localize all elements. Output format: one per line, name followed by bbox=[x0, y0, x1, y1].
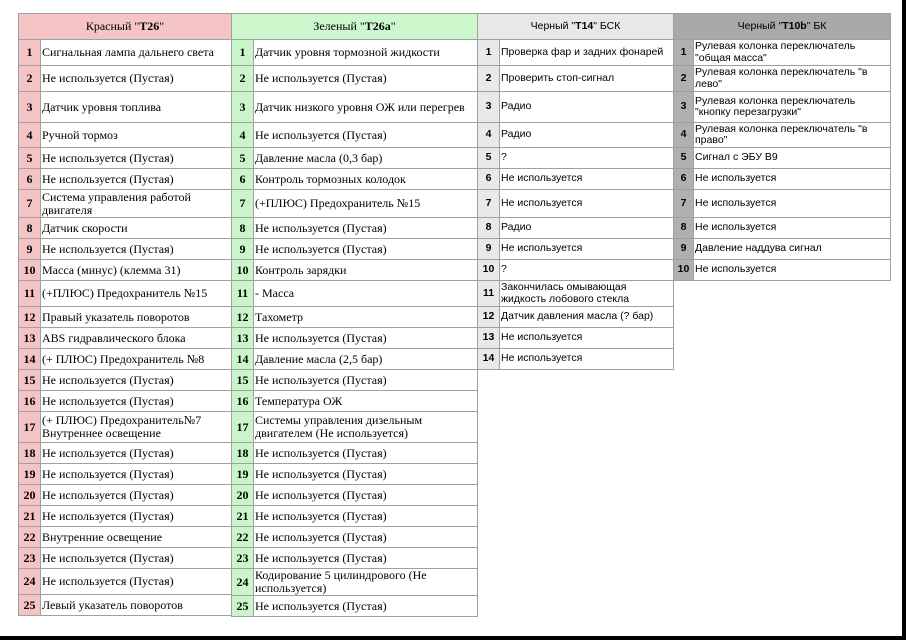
pin-number: 18 bbox=[19, 443, 41, 464]
pin-number: 7 bbox=[19, 190, 41, 218]
pin-number: 14 bbox=[19, 349, 41, 370]
header-suffix: " БК bbox=[806, 19, 827, 32]
pin-number: 3 bbox=[478, 92, 500, 123]
pin-row bbox=[19, 328, 232, 349]
pin-description: Контроль тормозных колодок bbox=[254, 169, 478, 190]
pin-description: ABS гидравлического блока bbox=[41, 328, 232, 349]
pin-row bbox=[232, 527, 478, 548]
pin-number: 15 bbox=[232, 370, 254, 391]
pin-row bbox=[232, 239, 478, 260]
pin-number: 5 bbox=[19, 148, 41, 169]
pin-description: Не используется (Пустая) bbox=[41, 370, 232, 391]
pin-description: Не используется bbox=[694, 260, 891, 281]
pin-description: Датчик уровня тормозной жидкости bbox=[254, 40, 478, 66]
pin-row bbox=[478, 190, 674, 218]
pin-number: 1 bbox=[232, 40, 254, 66]
pin-number: 11 bbox=[232, 281, 254, 307]
pin-description: Не используется (Пустая) bbox=[41, 66, 232, 92]
pin-number: 13 bbox=[19, 328, 41, 349]
pin-description: Не используется (Пустая) bbox=[254, 485, 478, 506]
pin-number: 8 bbox=[674, 218, 694, 239]
pin-row bbox=[478, 328, 674, 349]
pin-row bbox=[674, 148, 891, 169]
pin-row bbox=[232, 66, 478, 92]
pin-row bbox=[478, 40, 674, 66]
connector-header-row bbox=[19, 14, 232, 40]
pin-description: Не используется bbox=[694, 190, 891, 218]
pin-number: 17 bbox=[232, 412, 254, 443]
pin-description: Рулевая колонка переключатель "в лево" bbox=[694, 66, 891, 92]
pin-description: Давление масла (0,3 бар) bbox=[254, 148, 478, 169]
connector-header-row bbox=[674, 14, 891, 40]
pin-description: Не используется (Пустая) bbox=[41, 443, 232, 464]
pin-number: 24 bbox=[19, 569, 41, 595]
pin-row bbox=[19, 218, 232, 239]
pin-description: Контроль зарядки bbox=[254, 260, 478, 281]
pin-row bbox=[232, 260, 478, 281]
pin-number: 10 bbox=[674, 260, 694, 281]
pin-row bbox=[19, 281, 232, 307]
pin-row bbox=[232, 40, 478, 66]
pin-row bbox=[19, 239, 232, 260]
pin-row bbox=[19, 66, 232, 92]
pin-row bbox=[232, 412, 478, 443]
pin-row bbox=[232, 148, 478, 169]
pin-number: 16 bbox=[232, 391, 254, 412]
pin-row bbox=[19, 464, 232, 485]
pin-row bbox=[478, 239, 674, 260]
pin-description: Датчик скорости bbox=[41, 218, 232, 239]
pin-description: Не используется (Пустая) bbox=[254, 443, 478, 464]
pin-number: 7 bbox=[478, 190, 500, 218]
pin-number: 2 bbox=[478, 66, 500, 92]
pin-description: Не используется (Пустая) bbox=[41, 464, 232, 485]
pin-row bbox=[232, 596, 478, 617]
pin-description: Радио bbox=[500, 123, 674, 148]
pin-number: 23 bbox=[232, 548, 254, 569]
pin-number: 13 bbox=[232, 328, 254, 349]
pin-description: Проверить стоп-сигнал bbox=[500, 66, 674, 92]
pin-row bbox=[19, 190, 232, 218]
pin-description: Не используется bbox=[500, 169, 674, 190]
header-prefix: Зеленый " bbox=[313, 19, 365, 33]
pin-description: Кодирование 5 цилиндрового (Не используется) bbox=[254, 569, 478, 596]
pin-description: Не используется (Пустая) bbox=[41, 169, 232, 190]
pin-description: Радио bbox=[500, 92, 674, 123]
pin-number: 15 bbox=[19, 370, 41, 391]
pin-row bbox=[19, 349, 232, 370]
connector-header-row bbox=[478, 14, 674, 40]
pin-number: 20 bbox=[232, 485, 254, 506]
pin-row bbox=[674, 66, 891, 92]
pin-number: 18 bbox=[232, 443, 254, 464]
pin-row bbox=[478, 123, 674, 148]
pin-number: 6 bbox=[674, 169, 694, 190]
pin-row bbox=[19, 412, 232, 443]
pin-description: Не используется bbox=[500, 349, 674, 370]
pin-description: Не используется (Пустая) bbox=[41, 506, 232, 527]
pin-number: 4 bbox=[19, 123, 41, 148]
pin-description: Внутренние освещение bbox=[41, 527, 232, 548]
pin-row bbox=[19, 92, 232, 123]
pin-row bbox=[674, 260, 891, 281]
pin-number: 4 bbox=[232, 123, 254, 148]
pin-number: 10 bbox=[478, 260, 500, 281]
pin-number: 5 bbox=[674, 148, 694, 169]
pin-number: 12 bbox=[478, 307, 500, 328]
pin-row bbox=[478, 281, 674, 307]
pin-number: 2 bbox=[232, 66, 254, 92]
connector-header-row bbox=[232, 14, 478, 40]
pin-description: Не используется (Пустая) bbox=[254, 66, 478, 92]
pin-row bbox=[19, 391, 232, 412]
pin-description: Не используется (Пустая) bbox=[254, 370, 478, 391]
pin-row bbox=[232, 92, 478, 123]
pin-number: 7 bbox=[674, 190, 694, 218]
pin-description: Не используется (Пустая) bbox=[41, 148, 232, 169]
pin-row bbox=[674, 218, 891, 239]
pin-row bbox=[478, 349, 674, 370]
pin-description: Датчик уровня топлива bbox=[41, 92, 232, 123]
pin-number: 5 bbox=[478, 148, 500, 169]
pin-number: 17 bbox=[19, 412, 41, 443]
pin-row bbox=[19, 40, 232, 66]
pin-number: 4 bbox=[478, 123, 500, 148]
pin-number: 9 bbox=[232, 239, 254, 260]
pin-description: Не используется (Пустая) bbox=[254, 548, 478, 569]
pin-number: 23 bbox=[19, 548, 41, 569]
pin-row bbox=[674, 190, 891, 218]
pin-row bbox=[19, 595, 232, 616]
pin-row bbox=[232, 218, 478, 239]
pin-number: 25 bbox=[232, 596, 254, 617]
pin-description: Проверка фар и задних фонарей bbox=[500, 40, 674, 66]
pin-number: 9 bbox=[478, 239, 500, 260]
pin-row bbox=[232, 506, 478, 527]
pin-row bbox=[674, 92, 891, 123]
header-prefix: Черный " bbox=[737, 19, 783, 32]
header-code: T26a bbox=[364, 19, 391, 33]
connector-table-t14 bbox=[477, 13, 674, 370]
pin-description: Рулевая колонка переключатель "кнопку перезагрузки" bbox=[694, 92, 891, 123]
pin-row bbox=[19, 485, 232, 506]
pin-number: 1 bbox=[478, 40, 500, 66]
pin-row bbox=[232, 281, 478, 307]
pin-description: (+ ПЛЮС) Предохранитель№7 Внутреннее освещение bbox=[41, 412, 232, 443]
pin-row bbox=[19, 569, 232, 595]
pin-number: 13 bbox=[478, 328, 500, 349]
header-suffix: " bbox=[159, 19, 165, 33]
pin-row bbox=[232, 569, 478, 596]
pin-number: 16 bbox=[19, 391, 41, 412]
pin-number: 6 bbox=[478, 169, 500, 190]
pin-row bbox=[478, 148, 674, 169]
pin-number: 3 bbox=[19, 92, 41, 123]
pin-number: 5 bbox=[232, 148, 254, 169]
pin-number: 14 bbox=[478, 349, 500, 370]
pin-number: 1 bbox=[19, 40, 41, 66]
pin-description: Масса (минус) (клемма 31) bbox=[41, 260, 232, 281]
pin-row bbox=[19, 123, 232, 148]
pin-description: Не используется (Пустая) bbox=[254, 506, 478, 527]
pin-row bbox=[19, 370, 232, 391]
pin-row bbox=[232, 307, 478, 328]
header-suffix: " bbox=[390, 19, 396, 33]
pin-number: 12 bbox=[19, 307, 41, 328]
pin-description: Давление масла (2,5 бар) bbox=[254, 349, 478, 370]
header-prefix: Красный " bbox=[85, 19, 140, 33]
pin-description: Не используется (Пустая) bbox=[254, 464, 478, 485]
pin-description: Закончилась омывающая жидкость лобового стекла bbox=[500, 281, 674, 307]
pin-row bbox=[232, 123, 478, 148]
pin-description: Рулевая колонка переключатель "в право" bbox=[694, 123, 891, 148]
pin-row bbox=[478, 260, 674, 281]
pin-number: 9 bbox=[19, 239, 41, 260]
pin-description: (+ПЛЮС) Предохранитель №15 bbox=[254, 190, 478, 218]
pin-description: - Масса bbox=[254, 281, 478, 307]
pin-description: Не используется (Пустая) bbox=[41, 485, 232, 506]
pin-description: Температура ОЖ bbox=[254, 391, 478, 412]
header-suffix: " БСК bbox=[593, 19, 621, 32]
pin-description: Сигнал с ЭБУ В9 bbox=[694, 148, 891, 169]
pin-description: Не используется (Пустая) bbox=[254, 596, 478, 617]
header-code: T14 bbox=[575, 19, 594, 32]
pin-description: Не используется (Пустая) bbox=[254, 123, 478, 148]
connector-header bbox=[19, 14, 232, 40]
pin-row bbox=[19, 169, 232, 190]
pin-row bbox=[674, 169, 891, 190]
pin-description: (+ ПЛЮС) Предохранитель №8 bbox=[41, 349, 232, 370]
pin-number: 4 bbox=[674, 123, 694, 148]
pin-row bbox=[19, 506, 232, 527]
pin-description: Датчик давления масла (? бар) bbox=[500, 307, 674, 328]
pin-description: Давление наддува сигнал bbox=[694, 239, 891, 260]
connector-table-t10b bbox=[673, 13, 891, 281]
pin-number: 3 bbox=[674, 92, 694, 123]
pin-description: Не используется bbox=[500, 328, 674, 349]
pin-row bbox=[19, 548, 232, 569]
pin-number: 11 bbox=[478, 281, 500, 307]
pin-row bbox=[232, 391, 478, 412]
pin-row bbox=[19, 443, 232, 464]
pin-description: Сигнальная лампа дальнего света bbox=[41, 40, 232, 66]
pin-number: 2 bbox=[19, 66, 41, 92]
connector-header bbox=[478, 14, 674, 40]
pin-row bbox=[232, 443, 478, 464]
pin-number: 9 bbox=[674, 239, 694, 260]
pin-number: 25 bbox=[19, 595, 41, 616]
pin-description: (+ПЛЮС) Предохранитель №15 bbox=[41, 281, 232, 307]
pin-number: 8 bbox=[19, 218, 41, 239]
pin-description: Система управления работой двигателя bbox=[41, 190, 232, 218]
pin-description: Не используется (Пустая) bbox=[254, 218, 478, 239]
pin-description: Рулевая колонка переключатель "общая масса" bbox=[694, 40, 891, 66]
pin-row bbox=[232, 485, 478, 506]
pin-description: Системы управления дизельным двигателем (Не используется) bbox=[254, 412, 478, 443]
pin-number: 21 bbox=[19, 506, 41, 527]
pin-number: 20 bbox=[19, 485, 41, 506]
pin-description: Не используется (Пустая) bbox=[254, 328, 478, 349]
pin-number: 8 bbox=[478, 218, 500, 239]
pin-row bbox=[674, 123, 891, 148]
pin-description: Правый указатель поворотов bbox=[41, 307, 232, 328]
pin-description: Тахометр bbox=[254, 307, 478, 328]
pin-row bbox=[232, 328, 478, 349]
pin-row bbox=[19, 527, 232, 548]
pin-row bbox=[674, 239, 891, 260]
pin-description: Не используется bbox=[694, 218, 891, 239]
pin-description: Не используется (Пустая) bbox=[41, 548, 232, 569]
pin-description: Не используется bbox=[500, 190, 674, 218]
pin-number: 11 bbox=[19, 281, 41, 307]
pin-row bbox=[232, 370, 478, 391]
pin-row bbox=[19, 260, 232, 281]
header-code: T26 bbox=[139, 19, 160, 33]
pin-row bbox=[232, 349, 478, 370]
pin-description: Не используется (Пустая) bbox=[41, 391, 232, 412]
pin-number: 10 bbox=[232, 260, 254, 281]
pin-number: 22 bbox=[232, 527, 254, 548]
pin-description: Датчик низкого уровня ОЖ или перегрев bbox=[254, 92, 478, 123]
pin-row bbox=[478, 66, 674, 92]
pin-number: 12 bbox=[232, 307, 254, 328]
pin-row bbox=[19, 148, 232, 169]
pin-row bbox=[232, 548, 478, 569]
pin-description: Не используется (Пустая) bbox=[254, 527, 478, 548]
pin-number: 19 bbox=[19, 464, 41, 485]
pin-description: ? bbox=[500, 260, 674, 281]
connector-header bbox=[232, 14, 478, 40]
pin-description: Ручной тормоз bbox=[41, 123, 232, 148]
pin-number: 6 bbox=[232, 169, 254, 190]
pin-description: Не используется (Пустая) bbox=[41, 569, 232, 595]
pin-row bbox=[478, 92, 674, 123]
pin-description: Не используется bbox=[500, 239, 674, 260]
connector-table-t26 bbox=[18, 13, 232, 616]
pin-number: 8 bbox=[232, 218, 254, 239]
pin-row bbox=[232, 190, 478, 218]
pin-number: 22 bbox=[19, 527, 41, 548]
connector-table-t26a bbox=[231, 13, 478, 617]
pin-row bbox=[478, 307, 674, 328]
pin-description: Не используется bbox=[694, 169, 891, 190]
header-prefix: Черный " bbox=[530, 19, 576, 32]
pin-row bbox=[478, 218, 674, 239]
pin-row bbox=[232, 169, 478, 190]
pin-number: 6 bbox=[19, 169, 41, 190]
pin-number: 3 bbox=[232, 92, 254, 123]
pin-row bbox=[232, 464, 478, 485]
pin-row bbox=[19, 307, 232, 328]
pin-number: 24 bbox=[232, 569, 254, 596]
pin-description: Не используется (Пустая) bbox=[41, 239, 232, 260]
pin-number: 2 bbox=[674, 66, 694, 92]
pin-number: 21 bbox=[232, 506, 254, 527]
pin-number: 19 bbox=[232, 464, 254, 485]
pin-number: 1 bbox=[674, 40, 694, 66]
pin-number: 7 bbox=[232, 190, 254, 218]
connector-header bbox=[674, 14, 891, 40]
pin-row bbox=[478, 169, 674, 190]
pin-row bbox=[674, 40, 891, 66]
pin-description: Левый указатель поворотов bbox=[41, 595, 232, 616]
pin-description: Радио bbox=[500, 218, 674, 239]
header-code: T10b bbox=[782, 19, 807, 32]
pin-number: 10 bbox=[19, 260, 41, 281]
pin-number: 14 bbox=[232, 349, 254, 370]
pin-description: Не используется (Пустая) bbox=[254, 239, 478, 260]
pin-description: ? bbox=[500, 148, 674, 169]
